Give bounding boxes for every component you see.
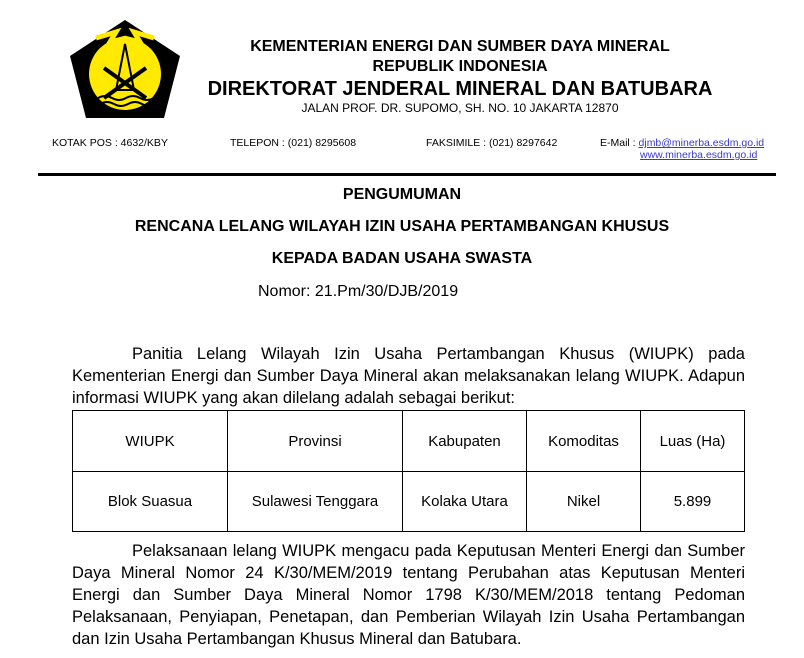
po-box: KOTAK POS : 4632/KBY <box>52 137 168 149</box>
cell-wiupk: Blok Suasua <box>73 472 228 532</box>
announcement-number: Nomor: 21.Pm/30/DJB/2019 <box>258 283 459 300</box>
cell-luas: 5.899 <box>641 472 745 532</box>
email-label: E-Mail : <box>600 137 639 149</box>
phone: TELEPON : (021) 8295608 <box>230 137 357 149</box>
directorate-name: DIREKTORAT JENDERAL MINERAL DAN BATUBARA <box>207 78 713 100</box>
header-provinsi: Provinsi <box>228 411 403 472</box>
email-link[interactable]: djmb@minerba.esdm.go.id <box>638 137 765 149</box>
website-link[interactable]: www.minerba.esdm.go.id <box>640 149 758 161</box>
cell-kabupaten: Kolaka Utara <box>403 472 527 532</box>
announcement-title-1: RENCANA LELANG WILAYAH IZIN USAHA PERTAMBANGAN KHUSUS <box>134 218 670 235</box>
announcement-title-2: KEPADA BADAN USAHA SWASTA <box>271 250 533 267</box>
intro-paragraph: Panitia Lelang Wilayah Izin Usaha Pertambangan Khusus (WIUPK) pada Kementerian Energi dan Sumber Daya Mineral akan melaksanakan lelang WIUPK. Adapun informasi WIUPK yang akan dilelang adalah sebagai berikut: <box>72 345 745 407</box>
cell-provinsi: Sulawesi Tenggara <box>228 472 403 532</box>
table-row <box>73 472 745 532</box>
table-header-row <box>73 411 745 472</box>
email-block <box>600 137 764 161</box>
address: JALAN PROF. DR. SUPOMO, SH. NO. 10 JAKARTA 12870 <box>301 101 619 115</box>
esdm-logo <box>66 18 184 122</box>
closing-paragraph: Pelaksanaan lelang WIUPK mengacu pada Keputusan Menteri Energi dan Sumber Daya Mineral Nomor 24 K/30/MEM/2019 tentang Perubahan atas Keputusan Menteri Energi dan Sumber Daya Mineral Nomor 1798 K/30/MEM/2018 tentang Pedoman Pelaksanaan, Penyiapan, Penetapan, dan Pemberian Wilayah Izin Usaha Pertambangan dan Izin Usaha Pertambangan Khusus Mineral dan Batubara. <box>72 542 745 648</box>
header-luas: Luas (Ha) <box>641 411 745 472</box>
cell-komoditas: Nikel <box>527 472 641 532</box>
country-name: REPUBLIK INDONESIA <box>372 58 548 75</box>
ministry-name: KEMENTERIAN ENERGI DAN SUMBER DAYA MINERAL <box>250 38 670 55</box>
fax: FAKSIMILE : (021) 8297642 <box>426 137 558 149</box>
wiupk-table <box>72 410 745 532</box>
header-divider <box>38 173 776 176</box>
header-komoditas: Komoditas <box>527 411 641 472</box>
announcement-heading: PENGUMUMAN <box>342 186 462 203</box>
header-kabupaten: Kabupaten <box>403 411 527 472</box>
header-wiupk: WIUPK <box>73 411 228 472</box>
